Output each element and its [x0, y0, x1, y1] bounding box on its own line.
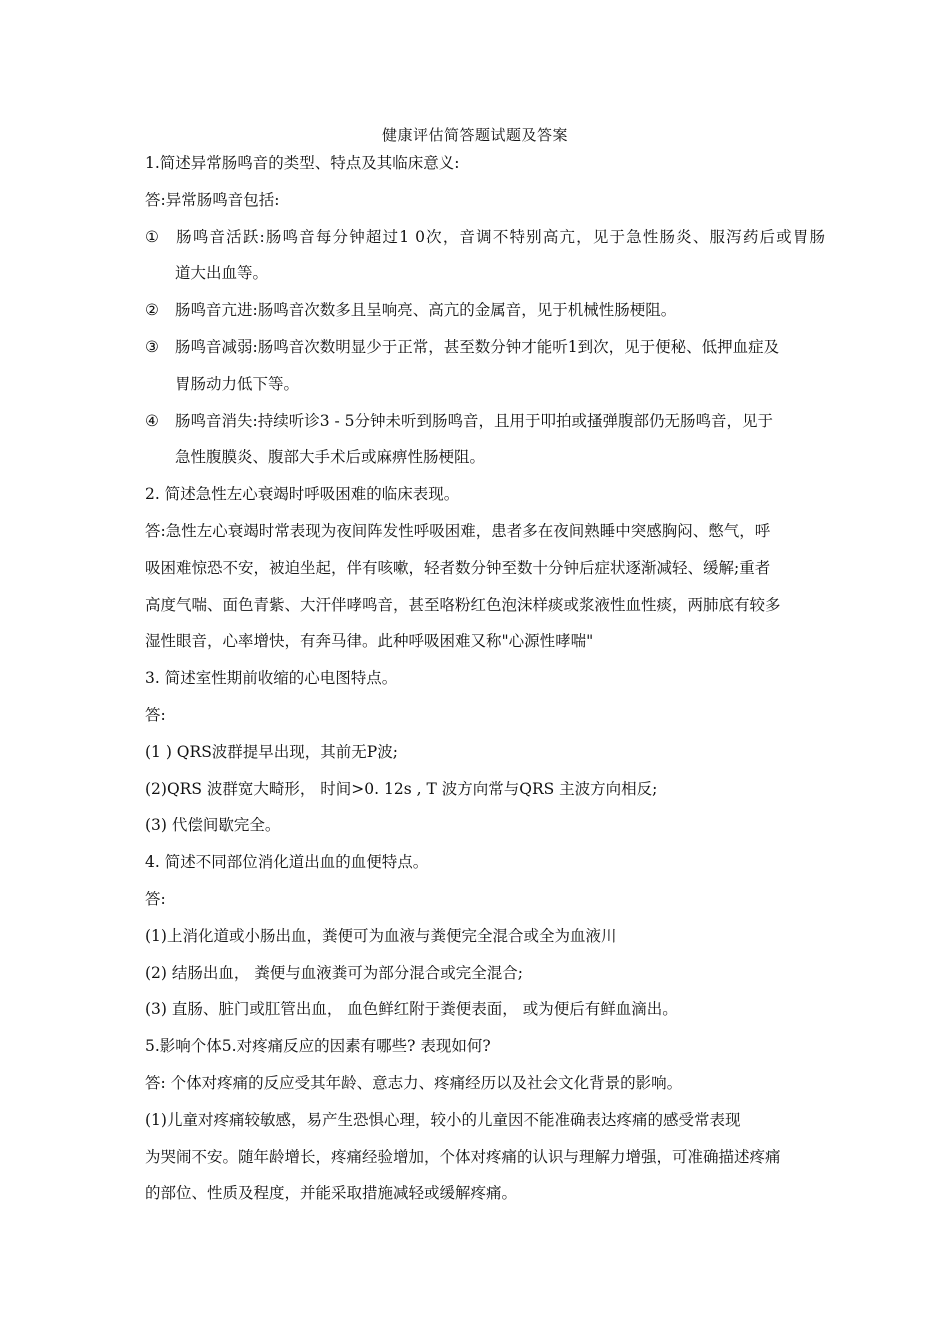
answer-1-item-2-line-1: ② 肠鸣音亢进:肠鸣音次数多且呈响亮、高亢的金属音，见于机械性肠梗阻。: [145, 297, 825, 334]
answer-1-item-1-line-1: ① 肠鸣音活跃:肠鸣音每分钟超过1 0次，音调不特别高亢，见于急性肠炎、服泻药后或胃肠: [145, 224, 825, 261]
document-body: [145, 150, 825, 1217]
question-3: 3. 简述室性期前收缩的心电图特点。: [145, 669, 398, 688]
answer-1-item-3-line-2: 胃肠动力低下等。: [175, 374, 300, 393]
answer-4-item-1: (1)上消化道或小肠出血，粪便可为血液与粪便完全混合或全为血液川: [145, 926, 617, 945]
answer-2-line-1: 答:急性左心衰竭时常表现为夜间阵发性呼吸困难，患者多在夜间熟睡中突感胸闷、憋气，呼: [145, 521, 771, 540]
question-5: 5.影响个体5.对疼痛反应的因素有哪些? 表现如何?: [145, 1037, 491, 1056]
page-title: 健康评估简答题试题及答案: [381, 126, 568, 144]
answer-5-intro: 答: 个体对疼痛的反应受其年龄、意志力、疼痛经历以及社会文化背景的影响。: [145, 1073, 683, 1092]
answer-5-line-2: 为哭闹不安。随年龄增长，疼痛经验增加，个体对疼痛的认识与理解力增强，可准确描述疼痛: [145, 1147, 781, 1166]
question-4: 4. 简述不同部位消化道出血的血便特点。: [145, 853, 429, 872]
answer-4-item-3: (3) 直肠、脏门或肛管出血， 血色鲜红附于粪便表面， 或为便后有鲜血滴出。: [145, 1000, 678, 1019]
answer-1-item-3-line-1: ③ 肠鸣音减弱:肠鸣音次数明显少于正常，甚至数分钟才能听1到次，见于便秘、低押血症及: [145, 334, 825, 371]
answer-3-item-1: (1 ) QRS波群提早出现，其前无P波;: [145, 742, 398, 761]
answer-3-item-3: (3) 代偿间歇完全。: [145, 816, 281, 835]
answer-1-intro: 答:异常肠鸣音包括:: [145, 190, 280, 209]
circled-number-3: ③: [145, 337, 159, 356]
question-2: 2. 简述急性左心衰竭时呼吸困难的临床表现。: [145, 485, 460, 504]
circled-number-1: ①: [145, 227, 159, 246]
circled-number-4: ④: [145, 411, 159, 430]
answer-1-item-1-line-2: 道大出血等。: [175, 264, 269, 283]
answer-4-item-2: (2) 结肠出血， 粪便与血液粪可为部分混合或完全混合;: [145, 963, 524, 982]
answer-4-intro: 答:: [145, 889, 166, 908]
answer-2-line-4: 湿性眼音，心率增快，有奔马律。此种呼吸困难又称"心源性哮喘": [145, 632, 594, 651]
answer-2-line-2: 吸困难惊恐不安，被迫坐起，伴有咳嗽，轻者数分钟至数十分钟后症状逐渐减轻、缓解;重者: [145, 558, 771, 577]
answer-1-item-4-line-1: ④ 肠鸣音消失:持续听诊3 - 5分钟未听到肠鸣音，且用于叩拍或搔弹腹部仍无肠鸣音，见于: [145, 408, 825, 445]
circled-number-2: ②: [145, 301, 159, 320]
answer-3-item-2: (2)QRS 波群宽大畸形， 时间>0. 12s , T 波方向常与QRS 主波方向相反;: [145, 779, 658, 798]
answer-2-line-3: 高度气喘、面色青紫、大汗伴哮鸣音，甚至咯粉红色泡沫样痰或浆液性血性痰，两肺底有较多: [145, 595, 781, 614]
answer-3-intro: 答:: [145, 705, 166, 724]
answer-5-line-3: 的部位、性质及程度，并能采取措施减轻或缓解疼痛。: [145, 1184, 518, 1203]
answer-1-item-4-line-2: 急性腹膜炎、腹部大手术后或麻痹性肠梗阻。: [175, 448, 486, 467]
question-1: 1.简述异常肠鸣音的类型、特点及其临床意义:: [145, 154, 460, 172]
answer-5-line-1: (1)儿童对疼痛较敏感，易产生恐惧心理，较小的儿童因不能准确表达疼痛的感受常表现: [145, 1110, 741, 1129]
